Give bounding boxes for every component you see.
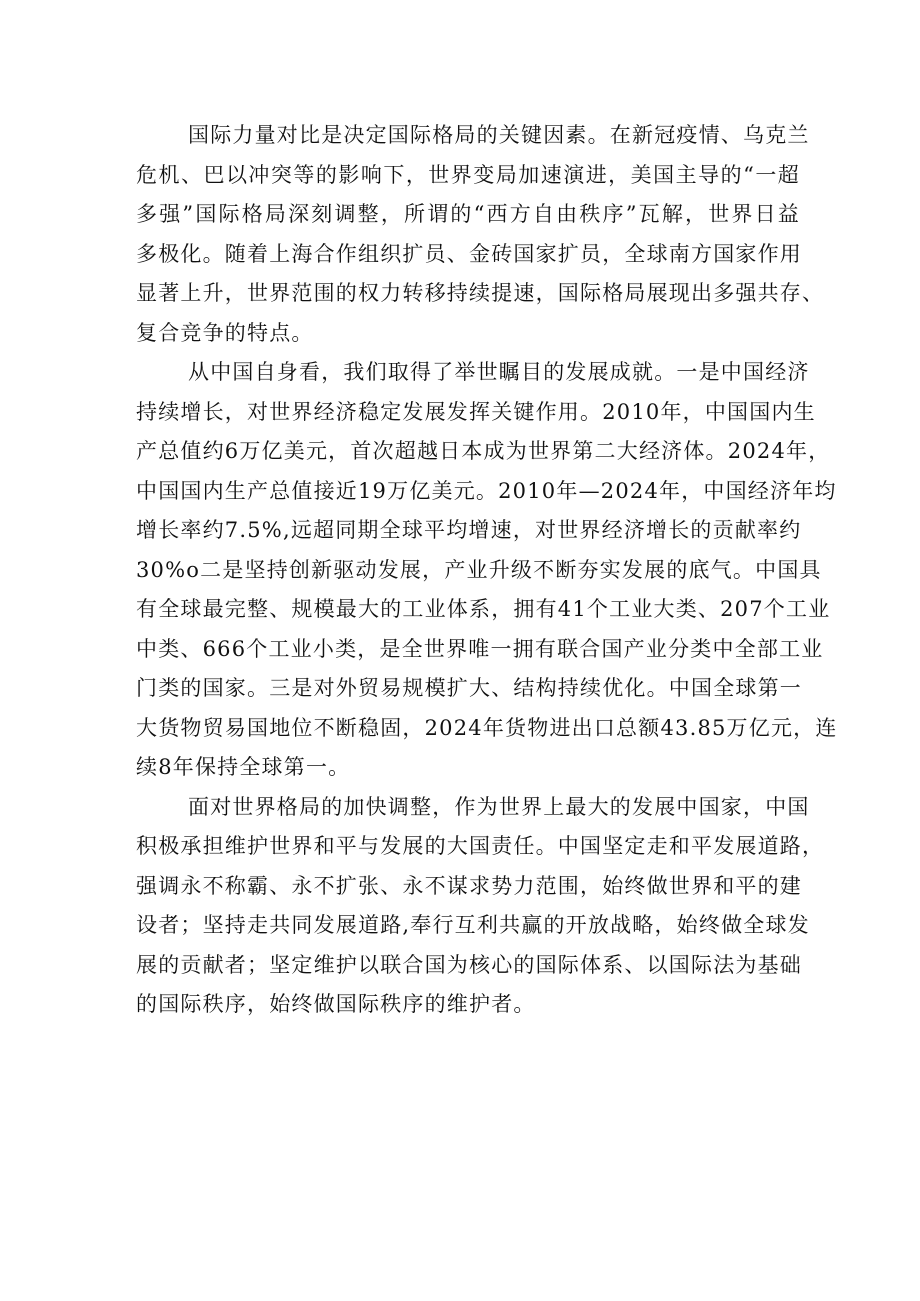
document-body (136, 116, 838, 1025)
paragraph-line: 的国际秩序，始终做国际秩序的维护者。 (136, 992, 536, 1016)
paragraph-line: 有全球最完整、规模最大的工业体系，拥有41个工业大类、207个工业 (136, 597, 831, 621)
paragraph-line: 续8年保持全球第一。 (136, 755, 351, 779)
paragraph-3 (136, 788, 825, 1025)
paragraph-line: 积极承担维护世界和平与发展的大国责任。中国坚定走和平发展道路， (136, 834, 825, 858)
paragraph-2 (136, 353, 838, 788)
paragraph-line: 国际力量对比是决定国际格局的关键因素。在新冠疫情、乌克兰 (188, 123, 810, 147)
paragraph-line: 设者；坚持走共同发展道路,奉行互利共赢的开放战略，始终做全球发 (136, 913, 810, 937)
paragraph-line: 展的贡献者；坚定维护以联合国为核心的国际体系、以国际法为基础 (136, 952, 802, 977)
paragraph-1 (136, 116, 825, 353)
paragraph-line: 从中国自身看，我们取得了举世瞩目的发展成就。一是中国经济 (188, 360, 810, 384)
paragraph-line: 复合竞争的特点。 (136, 320, 314, 345)
paragraph-line: 多强”国际格局深刻调整，所谓的“西方自由秩序”瓦解，世界日益 (136, 202, 800, 226)
paragraph-line: 危机、巴以冲突等的影响下，世界变局加速演进，美国主导的“一超 (136, 162, 800, 187)
paragraph-line: 强调永不称霸、永不扩张、永不谋求势力范围，始终做世界和平的建 (136, 873, 802, 898)
paragraph-line: 大货物贸易国地位不断稳固，2024年货物进出口总额43.85万亿元，连 (136, 715, 838, 740)
paragraph-line: 多极化。随着上海合作组织扩员、金砖国家扩员，全球南方国家作用 (136, 241, 802, 266)
paragraph-line: 中类、666个工业小类，是全世界唯一拥有联合国产业分类中全部工业 (136, 636, 824, 661)
paragraph-line: 显著上升，世界范围的权力转移持续提速，国际格局展现出多强共存、 (136, 281, 825, 305)
paragraph-line: 持续增长，对世界经济稳定发展发挥关键作用。2010年，中国国内生 (136, 399, 816, 424)
paragraph-line: 门类的国家。三是对外贸易规模扩大、结构持续优化。中国全球第一 (136, 676, 802, 700)
paragraph-line: 产总值约6万亿美元，首次超越日本成为世界第二大经济体。2024年， (136, 439, 831, 463)
paragraph-line: 增长率约7.5%,远超同期全球平均增速，对世界经济增长的贡献率约 (136, 518, 802, 542)
paragraph-line: 面对世界格局的加快调整，作为世界上最大的发展中国家，中国 (188, 794, 810, 819)
paragraph-line: 30%o二是坚持创新驱动发展，产业升级不断夯实发展的底气。中国具 (136, 557, 822, 582)
paragraph-line: 中国国内生产总值接近19万亿美元。2010年—2024年，中国经济年均 (136, 478, 837, 503)
